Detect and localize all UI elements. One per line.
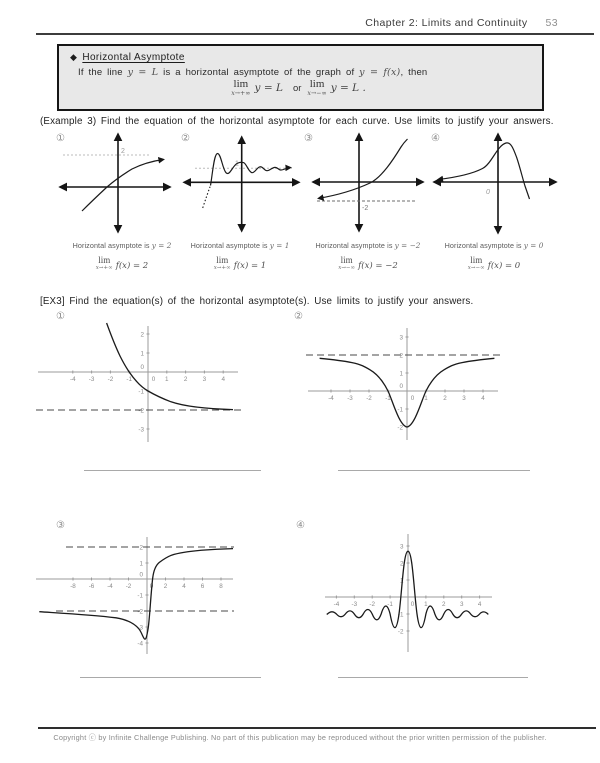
example3-answer-1: Horizontal asymptote is y = 2 lim x→+∞ f(x) = 2: [72, 241, 172, 272]
definition-body: If the line y = L is a horizontal asymptote of the graph of y = f(x), then: [78, 67, 428, 78]
svg-text:4: 4: [477, 601, 482, 608]
answer-line: [338, 677, 528, 678]
svg-text:0: 0: [151, 376, 156, 383]
svg-text:3: 3: [399, 543, 404, 551]
svg-text:-1: -1: [126, 376, 133, 383]
example3-answer-4: Horizontal asymptote is y = 0 lim x→−∞ f(x) = 0: [444, 241, 544, 272]
example3-graph-1: [55, 130, 175, 236]
svg-text:2: 2: [183, 376, 188, 383]
svg-text:4: 4: [481, 395, 485, 402]
ex3-graph-2: [300, 322, 510, 450]
svg-text:1: 1: [165, 376, 169, 383]
svg-text:-4: -4: [333, 601, 340, 608]
limit-notation: lim x→−∞: [338, 255, 356, 272]
y-tick-labels: [138, 332, 144, 434]
svg-text:-2: -2: [107, 376, 114, 383]
svg-text:-2: -2: [397, 628, 404, 636]
svg-text:1: 1: [424, 395, 428, 402]
example3-graph-2: [180, 130, 305, 236]
svg-text:1: 1: [140, 350, 144, 358]
curve: [439, 143, 530, 199]
svg-text:0: 0: [399, 383, 403, 390]
ex3-prompt: [EX3] Find the equation(s) of the horizontal asymptote(s). Use limits to justify your answers.: [40, 296, 474, 307]
example3-prompt: (Example 3) Find the equation of the horizontal asymptote for each curve. Use limits to justify your answers.: [40, 116, 554, 127]
svg-text:-8: -8: [70, 583, 76, 590]
origin-label: 0: [486, 189, 490, 196]
svg-text:-4: -4: [328, 395, 334, 402]
graph-number: ①: [56, 311, 65, 322]
svg-text:-3: -3: [137, 624, 143, 632]
definition-box: [57, 44, 544, 111]
asymptote-value-label: 2: [121, 148, 125, 155]
curve: [39, 549, 233, 640]
definition-title-row: [70, 52, 542, 63]
svg-text:1: 1: [424, 601, 428, 608]
svg-text:-1: -1: [397, 611, 404, 619]
svg-text:4: 4: [221, 376, 225, 383]
answer-line: [80, 677, 261, 678]
svg-text:-1: -1: [138, 388, 144, 396]
svg-text:2: 2: [399, 352, 403, 360]
ex3-graph-4: [290, 528, 505, 663]
svg-text:0: 0: [140, 364, 144, 371]
answer-line: [84, 470, 261, 471]
svg-text:2: 2: [140, 331, 144, 339]
chapter-title: Chapter 2: Limits and Continuity: [365, 17, 528, 29]
svg-text:2: 2: [443, 395, 447, 402]
svg-text:0: 0: [410, 601, 415, 608]
ex3-graph-3: [30, 532, 260, 667]
example3-answer-2: Horizontal asymptote is y = 1 lim x→+∞ f(x) = 1: [190, 241, 290, 272]
definition-title: Horizontal Asymptote: [82, 52, 185, 63]
svg-text:1: 1: [399, 370, 403, 378]
limit-notation: lim x→+∞: [95, 255, 113, 272]
svg-text:3: 3: [202, 376, 207, 383]
svg-text:-6: -6: [88, 583, 95, 590]
graph-number: ②: [181, 133, 190, 144]
graph-number: ④: [296, 520, 305, 531]
graph-number: ①: [56, 133, 65, 144]
svg-text:-2: -2: [125, 583, 132, 590]
svg-text:-2: -2: [138, 407, 144, 415]
svg-text:-2: -2: [366, 395, 372, 402]
curve: [82, 160, 163, 212]
header-rule: [36, 33, 594, 35]
svg-text:-3: -3: [347, 395, 353, 402]
graph-number: ③: [56, 520, 65, 531]
svg-text:-1: -1: [387, 601, 393, 608]
svg-text:-1: -1: [385, 395, 391, 402]
graph-number: ②: [294, 311, 303, 322]
svg-text:-2: -2: [369, 601, 376, 608]
curve-dotted-tail: [203, 186, 211, 209]
page-header: [365, 17, 558, 29]
svg-text:-4: -4: [137, 640, 143, 648]
limit-notation: lim x→+∞: [213, 255, 231, 272]
svg-text:-3: -3: [88, 376, 95, 383]
ex3-graph-1: [30, 322, 265, 450]
example3-graph-4: [430, 130, 560, 236]
limit-notation: lim x→−∞: [307, 78, 327, 97]
limit-notation: lim x→−∞: [467, 255, 485, 272]
svg-text:2: 2: [163, 583, 168, 590]
footer-copyright: Copyright ⓒ by Infinite Challenge Publishing. No part of this publication may be reproduced without the prior written permission of the publisher.: [53, 733, 547, 742]
graph-number: ④: [431, 133, 440, 144]
svg-text:1: 1: [399, 577, 404, 585]
limit-notation: lim x→+∞: [231, 78, 251, 97]
asymptote-value-label: 1: [235, 160, 239, 168]
example3-graph-3: [310, 130, 435, 236]
svg-text:3: 3: [459, 601, 464, 608]
svg-text:3: 3: [399, 334, 403, 342]
svg-text:8: 8: [219, 583, 223, 590]
svg-text:4: 4: [182, 583, 186, 590]
definition-formula: lim x→+∞ y = L or lim x→−∞ y = L .: [231, 78, 366, 97]
svg-text:-3: -3: [138, 426, 144, 434]
svg-text:1: 1: [139, 560, 143, 568]
svg-text:6: 6: [200, 583, 205, 590]
svg-text:-1: -1: [397, 406, 403, 414]
example3-answer-3: Horizontal asymptote is y = −2 lim x→−∞ f(x) = −2: [315, 241, 421, 272]
svg-text:3: 3: [462, 395, 466, 402]
footer-rule: [38, 727, 596, 729]
diamond-icon: ◆: [70, 52, 78, 62]
curve: [107, 323, 233, 410]
svg-text:2: 2: [399, 560, 404, 568]
svg-text:0: 0: [139, 571, 143, 579]
curve: [319, 139, 408, 198]
page-number: 53: [545, 17, 558, 29]
svg-text:2: 2: [139, 544, 143, 552]
svg-text:-4: -4: [107, 583, 113, 590]
curve: [211, 154, 291, 186]
svg-text:2: 2: [442, 601, 446, 608]
svg-text:0: 0: [149, 583, 154, 590]
answer-line: [338, 470, 530, 471]
svg-text:-1: -1: [137, 592, 143, 600]
svg-text:-4: -4: [69, 376, 76, 383]
asymptote-value-label: -2: [362, 205, 369, 212]
svg-text:-2: -2: [137, 608, 143, 616]
svg-text:-2: -2: [397, 424, 403, 432]
svg-text:0: 0: [410, 395, 415, 402]
graph-number: ③: [304, 133, 313, 144]
svg-text:-3: -3: [351, 601, 358, 608]
